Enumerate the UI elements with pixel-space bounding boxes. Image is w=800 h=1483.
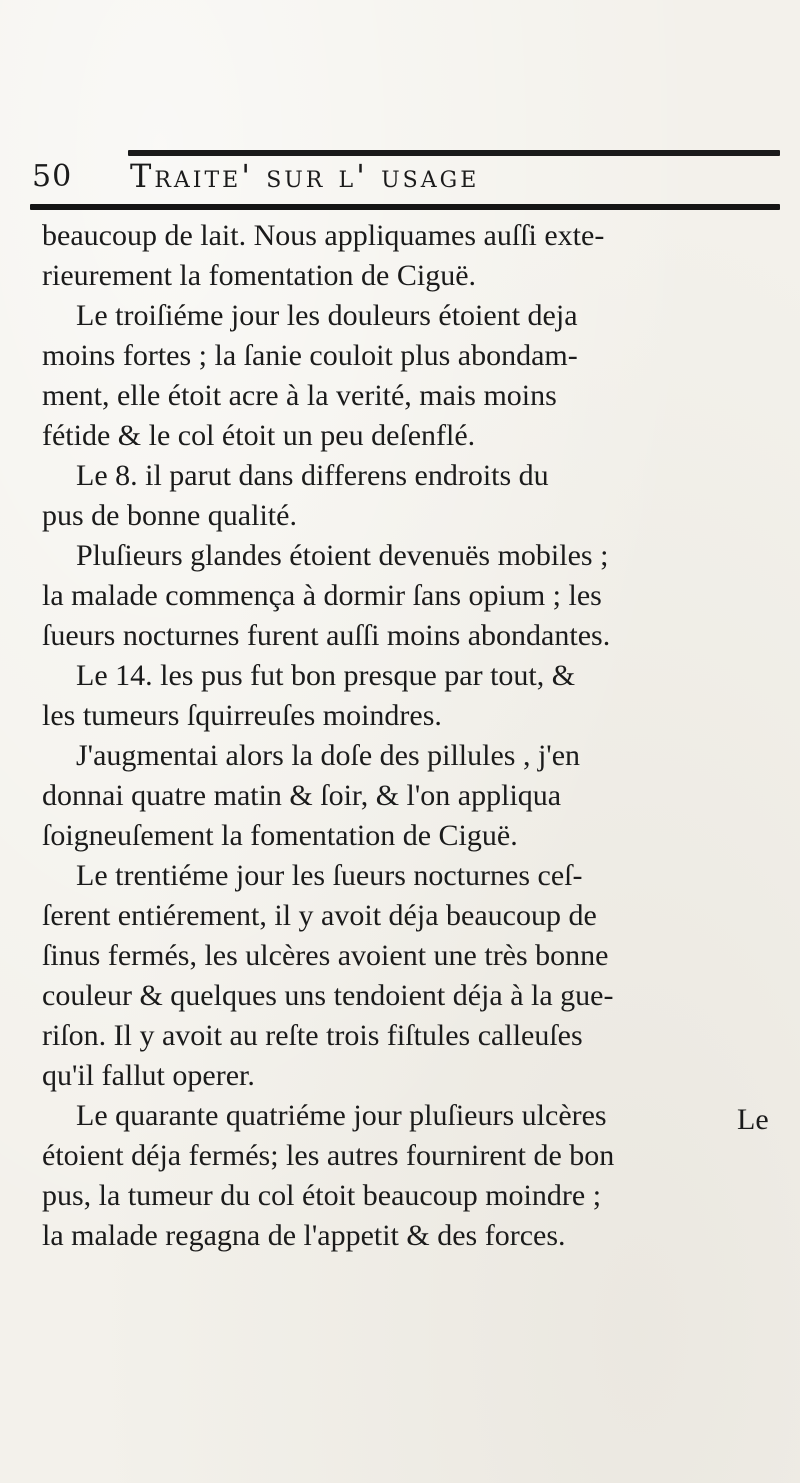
text-line: Le 8. il parut dans differens endroits du xyxy=(76,459,549,492)
text-line: donnai quatre matin & ſoir, & l'on appliqua xyxy=(42,779,562,812)
text-line: qu'il fallut operer. xyxy=(42,1059,255,1092)
text-line: Pluſieurs glandes étoient devenuës mobiles ; xyxy=(76,539,609,572)
text-line: couleur & quelques uns tendoient déja à la gue- xyxy=(42,979,614,1012)
top-rule xyxy=(128,150,780,156)
text-line: rieurement la fomentation de Ciguë. xyxy=(42,259,477,292)
text-line: étoient déja fermés; les autres fournirent de bon xyxy=(42,1139,615,1172)
text-line: ſoigneuſement la fomentation de Ciguë. xyxy=(42,819,518,852)
text-line: ſerent entiérement, il y avoit déja beaucoup de xyxy=(42,899,597,932)
text-line: J'augmentai alors la doſe des pillules , j'en xyxy=(76,739,581,772)
text-line: Le quarante quatriéme jour pluſieurs ulcères xyxy=(76,1099,607,1132)
text-line: ment, elle étoit acre à la verité, mais moins xyxy=(42,379,557,412)
page-header xyxy=(30,157,780,203)
text-line: Le 14. les pus fut bon presque par tout, & xyxy=(76,659,576,692)
text-line: moins fortes ; la ſanie couloit plus abondam- xyxy=(42,339,578,372)
header-rule xyxy=(30,204,780,210)
text-line: ſueurs nocturnes furent auſſi moins abondantes. xyxy=(42,619,611,652)
page-number: 50 xyxy=(32,159,73,194)
text-line: Le trentiéme jour les ſueurs nocturnes ceſ- xyxy=(76,859,583,892)
text-line: riſon. Il y avoit au reſte trois fiſtules calleuſes xyxy=(42,1019,583,1052)
catchword: Le xyxy=(737,1103,769,1136)
text-line: ſinus fermés, les ulcères avoient une très bonne xyxy=(42,939,609,972)
text-line: beaucoup de lait. Nous appliquames auſſi exte- xyxy=(42,219,605,252)
text-line: fétide & le col étoit un peu deſenflé. xyxy=(42,419,476,452)
text-line: pus, la tumeur du col étoit beaucoup moindre ; xyxy=(42,1179,602,1212)
text-line: les tumeurs ſquirreuſes moindres. xyxy=(42,699,442,732)
text-line: la malade commença à dormir ſans opium ; les xyxy=(42,579,602,612)
running-title: Traite' sur l' usage xyxy=(130,157,480,195)
text-line: Le troiſiéme jour les douleurs étoient deja xyxy=(76,299,578,332)
text-line: pus de bonne qualité. xyxy=(42,499,297,532)
text-line: la malade regagna de l'appetit & des forces. xyxy=(42,1219,566,1252)
